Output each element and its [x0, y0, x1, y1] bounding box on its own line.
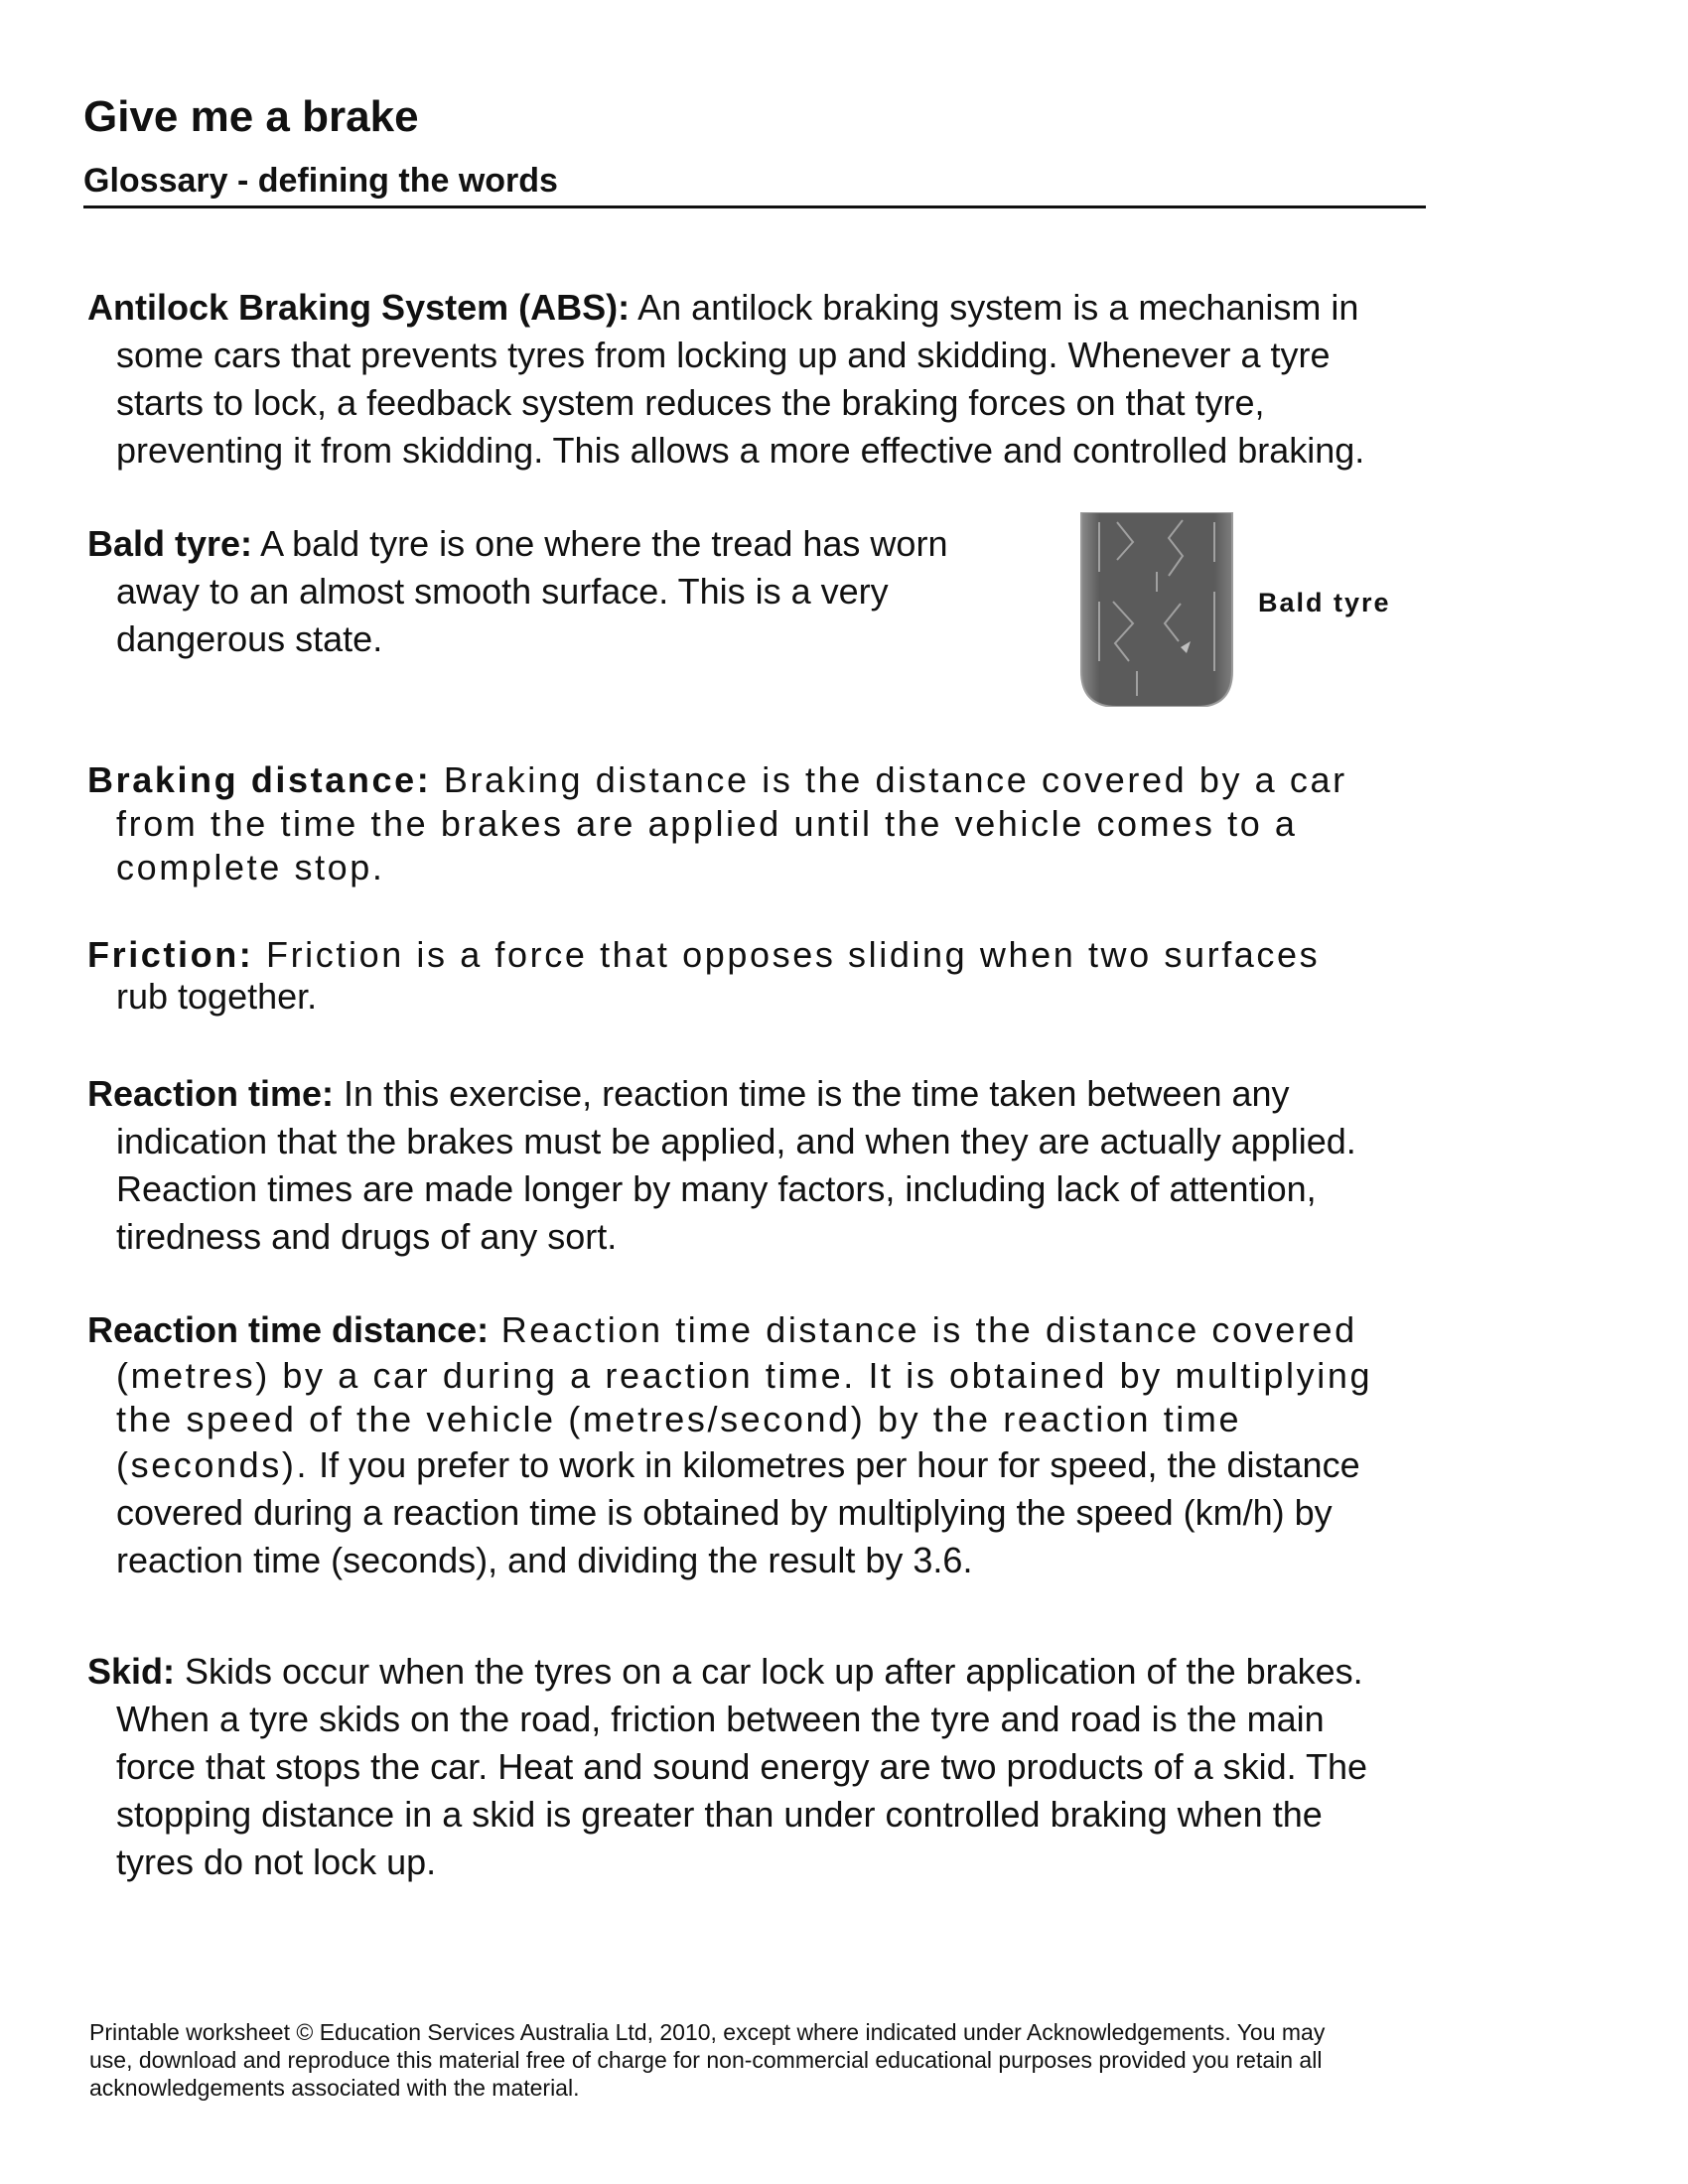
- definition-reaction-distance-line1: Reaction time distance is the distance covered: [489, 1309, 1357, 1350]
- definition-reaction-distance-line3: the speed of the vehicle (metres/second) by the reaction time: [116, 1399, 1242, 1439]
- glossary-entry-reaction-time-distance: [87, 1306, 1372, 1584]
- definition-friction-line2: rub together.: [116, 976, 318, 1017]
- term-bald-tyre: Bald tyre:: [87, 523, 253, 564]
- term-reaction-time-distance: Reaction time distance:: [87, 1309, 490, 1350]
- definition-skid-line5: tyres do not lock up.: [116, 1842, 437, 1882]
- footer-line3: acknowledgements associated with the material.: [89, 2075, 580, 2101]
- definition-bald-line1: A bald tyre is one where the tread has worn: [252, 523, 948, 564]
- definition-skid-line1: Skids occur when the tyres on a car lock up after application of the brakes.: [175, 1651, 1363, 1692]
- title-divider: [83, 205, 1426, 208]
- glossary-entry-bald-tyre: [87, 520, 1041, 663]
- definition-skid-line4: stopping distance in a skid is greater than under controlled braking when the: [116, 1794, 1323, 1835]
- term-abs: Antilock Braking System (ABS):: [87, 287, 631, 328]
- glossary-entry-friction: [87, 931, 1320, 1021]
- glossary-entry-abs: [87, 284, 1364, 475]
- bald-tyre-image: [1077, 512, 1236, 707]
- term-reaction-time: Reaction time:: [87, 1073, 335, 1114]
- definition-reaction-distance-line6: reaction time (seconds), and dividing the result by 3.6.: [116, 1540, 973, 1580]
- definition-reaction-time-line1: In this exercise, reaction time is the time taken between any: [334, 1073, 1290, 1114]
- term-friction: Friction:: [87, 934, 254, 975]
- definition-reaction-time-line3: Reaction times are made longer by many factors, including lack of attention,: [116, 1168, 1317, 1209]
- definition-braking-line3: complete stop.: [116, 847, 385, 887]
- definition-bald-line3: dangerous state.: [116, 618, 383, 659]
- term-skid: Skid:: [87, 1651, 176, 1692]
- definition-friction-line1: Friction is a force that opposes sliding when two surfaces: [253, 934, 1321, 975]
- bald-tyre-icon: [1077, 512, 1236, 707]
- definition-skid-line2: When a tyre skids on the road, friction between the tyre and road is the main: [116, 1699, 1325, 1739]
- definition-reaction-time-line2: indication that the brakes must be applied, and when they are actually applied.: [116, 1121, 1356, 1161]
- definition-abs-line3: starts to lock, a feedback system reduces the braking forces on that tyre,: [116, 382, 1265, 423]
- page-title: Give me a brake: [83, 92, 419, 141]
- definition-abs-line1: An antilock braking system is a mechanism in: [630, 287, 1359, 328]
- definition-reaction-distance-line4b: If you prefer to work in kilometres per hour for speed, the distance: [309, 1444, 1360, 1485]
- footer-line2: use, download and reproduce this material free of charge for non-commercial educational purposes provided you retain all: [89, 2047, 1323, 2073]
- definition-skid-line3: force that stops the car. Heat and sound energy are two products of a skid. The: [116, 1746, 1368, 1787]
- definition-reaction-distance-line4a: (seconds).: [116, 1444, 310, 1485]
- definition-abs-line2: some cars that prevents tyres from locking up and skidding. Whenever a tyre: [116, 335, 1331, 375]
- glossary-entry-braking-distance: [87, 758, 1347, 889]
- definition-abs-line4: preventing it from skidding. This allows a more effective and controlled braking.: [116, 430, 1365, 471]
- definition-braking-line2: from the time the brakes are applied until the vehicle comes to a: [116, 803, 1298, 844]
- term-braking-distance: Braking distance:: [87, 759, 432, 800]
- page-subtitle: Glossary - defining the words: [83, 162, 558, 200]
- bald-tyre-caption: Bald tyre: [1258, 588, 1391, 617]
- glossary-entry-reaction-time: [87, 1070, 1356, 1261]
- footer-line1: Printable worksheet © Education Services Australia Ltd, 2010, except where indicated under Acknowledgements. You may: [89, 2019, 1326, 2045]
- definition-reaction-distance-line2: (metres) by a car during a reaction time. It is obtained by multiplying: [116, 1355, 1373, 1396]
- copyright-footer: [89, 2018, 1460, 2102]
- definition-bald-line2: away to an almost smooth surface. This is a very: [116, 571, 889, 612]
- definition-reaction-time-line4: tiredness and drugs of any sort.: [116, 1216, 618, 1257]
- definition-reaction-distance-line5: covered during a reaction time is obtained by multiplying the speed (km/h) by: [116, 1492, 1333, 1533]
- definition-braking-line1: Braking distance is the distance covered by a car: [431, 759, 1347, 800]
- glossary-entry-skid: [87, 1648, 1367, 1886]
